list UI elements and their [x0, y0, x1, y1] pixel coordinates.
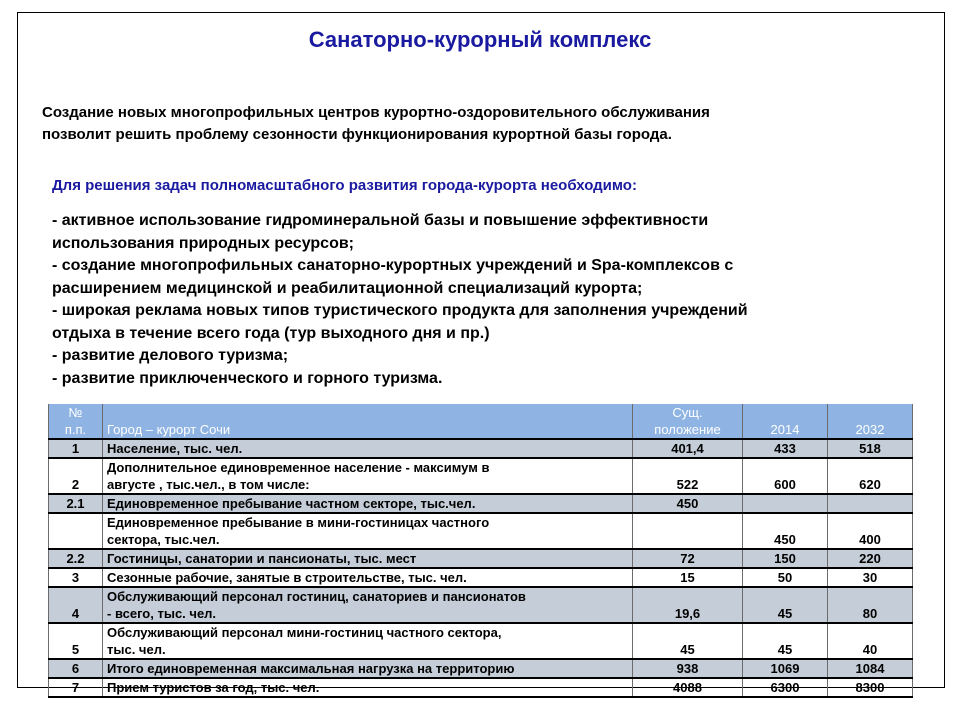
row-name-line: Обслуживающий персонал мини-гостиниц частного сектора,: [107, 625, 502, 640]
header-current-line: Сущ.: [672, 405, 703, 420]
header-city: Город – курорт Сочи: [103, 404, 633, 439]
row-name-line: Дополнительное единовременное население - максимум в: [107, 460, 490, 475]
row-name-line: Обслуживающий персонал гостиниц, санаториев и пансионатов: [107, 589, 526, 604]
header-2032: 2032: [828, 404, 913, 439]
row-name: [103, 439, 633, 458]
row-2014: 45: [743, 623, 828, 659]
row-name: [103, 678, 633, 697]
row-2014: [743, 494, 828, 513]
row-2032: 30: [828, 568, 913, 587]
intro-line: позволит решить проблему сезонности функционирования курортной базы города.: [42, 126, 672, 143]
list-line: - создание многопрофильных санаторно-курортных учреждений и Spa-комплексов с: [52, 257, 734, 274]
row-current: 401,4: [633, 439, 743, 458]
row-name-line: Гостиницы, санатории и пансионаты, тыс. мест: [107, 551, 417, 566]
row-number: 5: [49, 623, 103, 659]
list-line: использования природных ресурсов;: [52, 234, 354, 252]
header-current-line: положение: [654, 422, 721, 437]
row-name-line: августе , тыс.чел., в том числе:: [107, 477, 310, 492]
row-name-line: Население, тыс. чел.: [107, 441, 243, 456]
row-name-line: Прием туристов за год, тыс. чел.: [107, 680, 320, 695]
row-2014: 6300: [743, 678, 828, 697]
table-row: [49, 678, 913, 697]
list-line: - широкая реклама новых типов туристического продукта для заполнения учреждений: [52, 302, 748, 319]
row-current: 72: [633, 549, 743, 568]
row-2014: 150: [743, 549, 828, 568]
row-name: [103, 587, 633, 623]
header-num: [49, 404, 103, 439]
row-current: 938: [633, 659, 743, 678]
row-number: 2: [49, 458, 103, 494]
table-row: [49, 513, 913, 549]
list-line: отдыха в течение всего года (тур выходного дня и пр.): [52, 324, 490, 342]
row-2014: 50: [743, 568, 828, 587]
row-2032: 518: [828, 439, 913, 458]
row-2032: 220: [828, 549, 913, 568]
row-name: [103, 458, 633, 494]
table-row: [49, 568, 913, 587]
row-2032: 8300: [828, 678, 913, 697]
row-number: 6: [49, 659, 103, 678]
needs-list: [52, 210, 892, 390]
row-name-line: - всего, тыс. чел.: [107, 606, 217, 621]
row-name: [103, 513, 633, 549]
list-line: расширением медицинской и реабилитационной специализаций курорта;: [52, 279, 643, 297]
intro-line: Создание новых многопрофильных центров курортно-оздоровительного обслуживания: [42, 104, 710, 121]
header-num-line: №: [68, 405, 83, 420]
table-row: [49, 587, 913, 623]
intro-paragraph: [42, 102, 892, 146]
row-2032: 40: [828, 623, 913, 659]
row-current: 450: [633, 494, 743, 513]
row-2014: 600: [743, 458, 828, 494]
row-number: 7: [49, 678, 103, 697]
row-number: 1: [49, 439, 103, 458]
row-2014: 1069: [743, 659, 828, 678]
row-name-line: Итого единовременная максимальная нагрузка на территорию: [107, 661, 515, 676]
header-num-line: п.п.: [64, 422, 87, 437]
row-number: [49, 513, 103, 549]
row-current: 15: [633, 568, 743, 587]
needs-heading: Для решения задач полномасштабного развития города-курорта необходимо:: [52, 177, 637, 194]
row-2014: 45: [743, 587, 828, 623]
row-2014: 433: [743, 439, 828, 458]
row-2032: 400: [828, 513, 913, 549]
table-header-row: [49, 404, 913, 439]
row-current: 19,6: [633, 587, 743, 623]
row-name-line: сектора, тыс.чел.: [107, 532, 220, 547]
row-current: 45: [633, 623, 743, 659]
row-name-line: Единовременное пребывание частном секторе, тыс.чел.: [107, 496, 476, 511]
row-2032: 1084: [828, 659, 913, 678]
row-2032: 80: [828, 587, 913, 623]
header-current: [633, 404, 743, 439]
row-current: 4088: [633, 678, 743, 697]
row-2014: 450: [743, 513, 828, 549]
row-current: [633, 513, 743, 549]
row-number: 4: [49, 587, 103, 623]
row-name: [103, 623, 633, 659]
row-2032: [828, 494, 913, 513]
slide-title: Санаторно-курорный комплекс: [308, 27, 652, 52]
table-row: [49, 458, 913, 494]
table-row: [49, 439, 913, 458]
table-row: [49, 494, 913, 513]
table-row: [49, 549, 913, 568]
row-name-line: Единовременное пребывание в мини-гостиницах частного: [107, 515, 490, 530]
row-number: 2.1: [49, 494, 103, 513]
list-line: - активное использование гидроминеральной базы и повышение эффективности: [52, 212, 709, 229]
list-line: - развитие приключенческого и горного туризма.: [52, 369, 443, 387]
row-number: 3: [49, 568, 103, 587]
row-name: [103, 568, 633, 587]
list-line: - развитие делового туризма;: [52, 347, 289, 364]
row-number: 2.2: [49, 549, 103, 568]
row-current: 522: [633, 458, 743, 494]
table-row: [49, 623, 913, 659]
header-2014: 2014: [743, 404, 828, 439]
row-name-line: тыс. чел.: [107, 642, 166, 657]
row-name: [103, 549, 633, 568]
row-name: [103, 494, 633, 513]
row-2032: 620: [828, 458, 913, 494]
row-name-line: Сезонные рабочие, занятые в строительстве, тыс. чел.: [107, 570, 467, 585]
table-row: [49, 659, 913, 678]
data-table: [48, 404, 913, 698]
row-name: [103, 659, 633, 678]
